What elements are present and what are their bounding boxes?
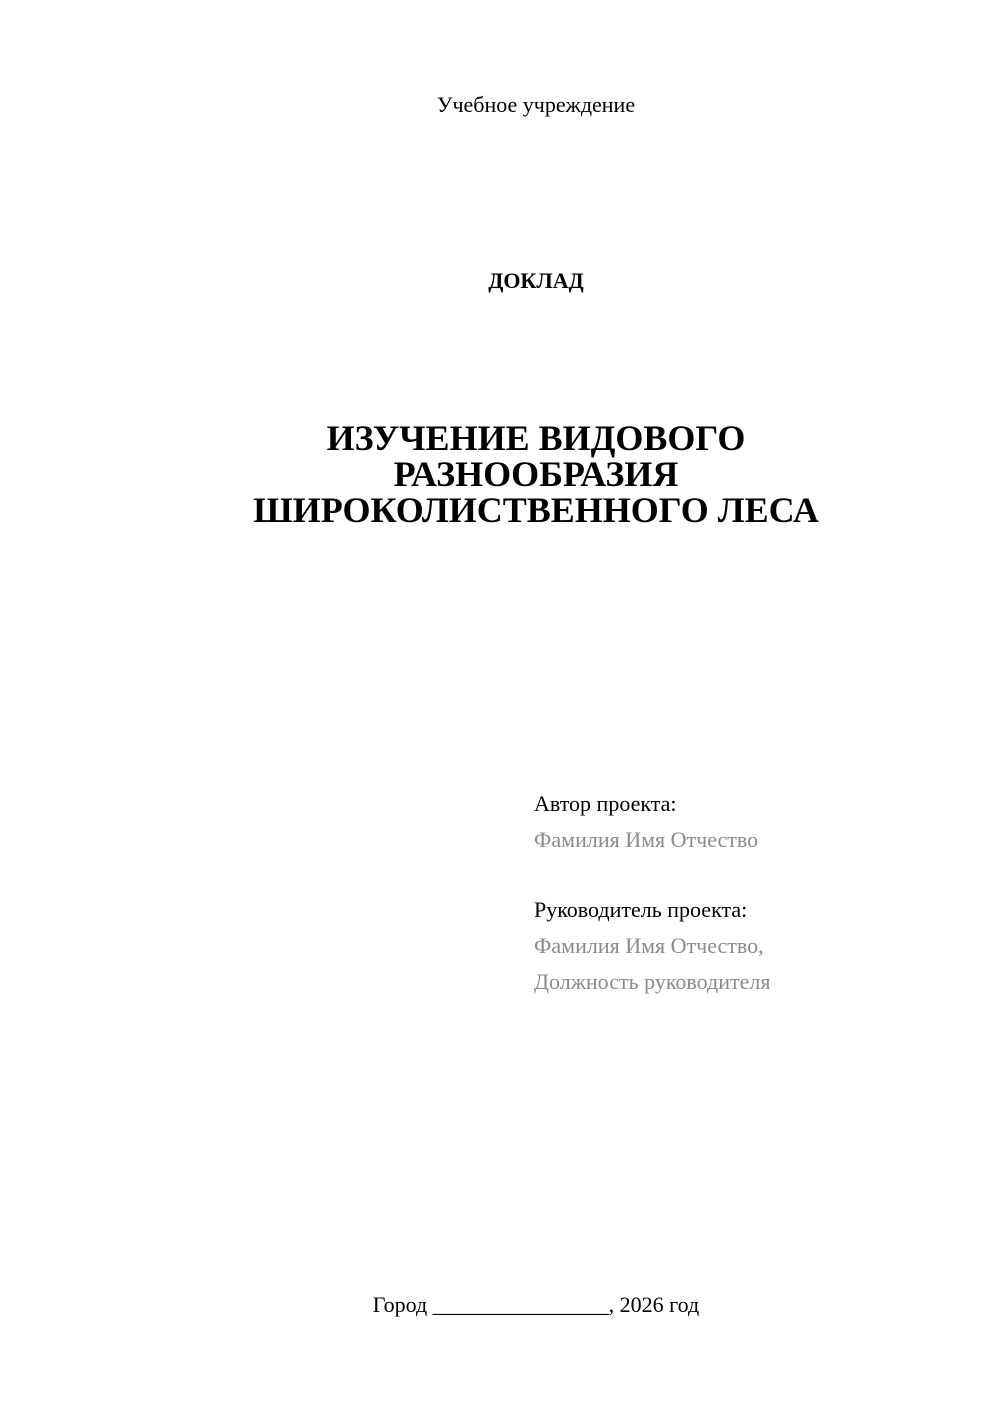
title-line: ШИРОКОЛИСТВЕННОГО ЛЕСА: [253, 490, 819, 530]
city-blank: ________________: [432, 1292, 609, 1317]
city-label: Город: [372, 1292, 428, 1317]
institution-name: Учебное учреждение: [436, 92, 636, 117]
title-line: ИЗУЧЕНИЕ ВИДОВОГО: [326, 418, 746, 458]
authors-block: [534, 786, 770, 1000]
spacer: [534, 858, 770, 892]
footer-city-year: [0, 1290, 1000, 1320]
supervisor-position: Должность руководителя: [534, 969, 771, 994]
supervisor-name: Фамилия Имя Отчество,: [534, 933, 764, 958]
supervisor-label: Руководитель проекта:: [534, 897, 748, 922]
document-type: ДОКЛАД: [488, 268, 584, 293]
author-name: Фамилия Имя Отчество: [534, 827, 759, 852]
author-label: Автор проекта:: [534, 791, 677, 816]
year-text: , 2026 год: [608, 1292, 700, 1317]
report-title: [0, 420, 1000, 528]
title-line: РАЗНООБРАЗИЯ: [393, 454, 679, 494]
